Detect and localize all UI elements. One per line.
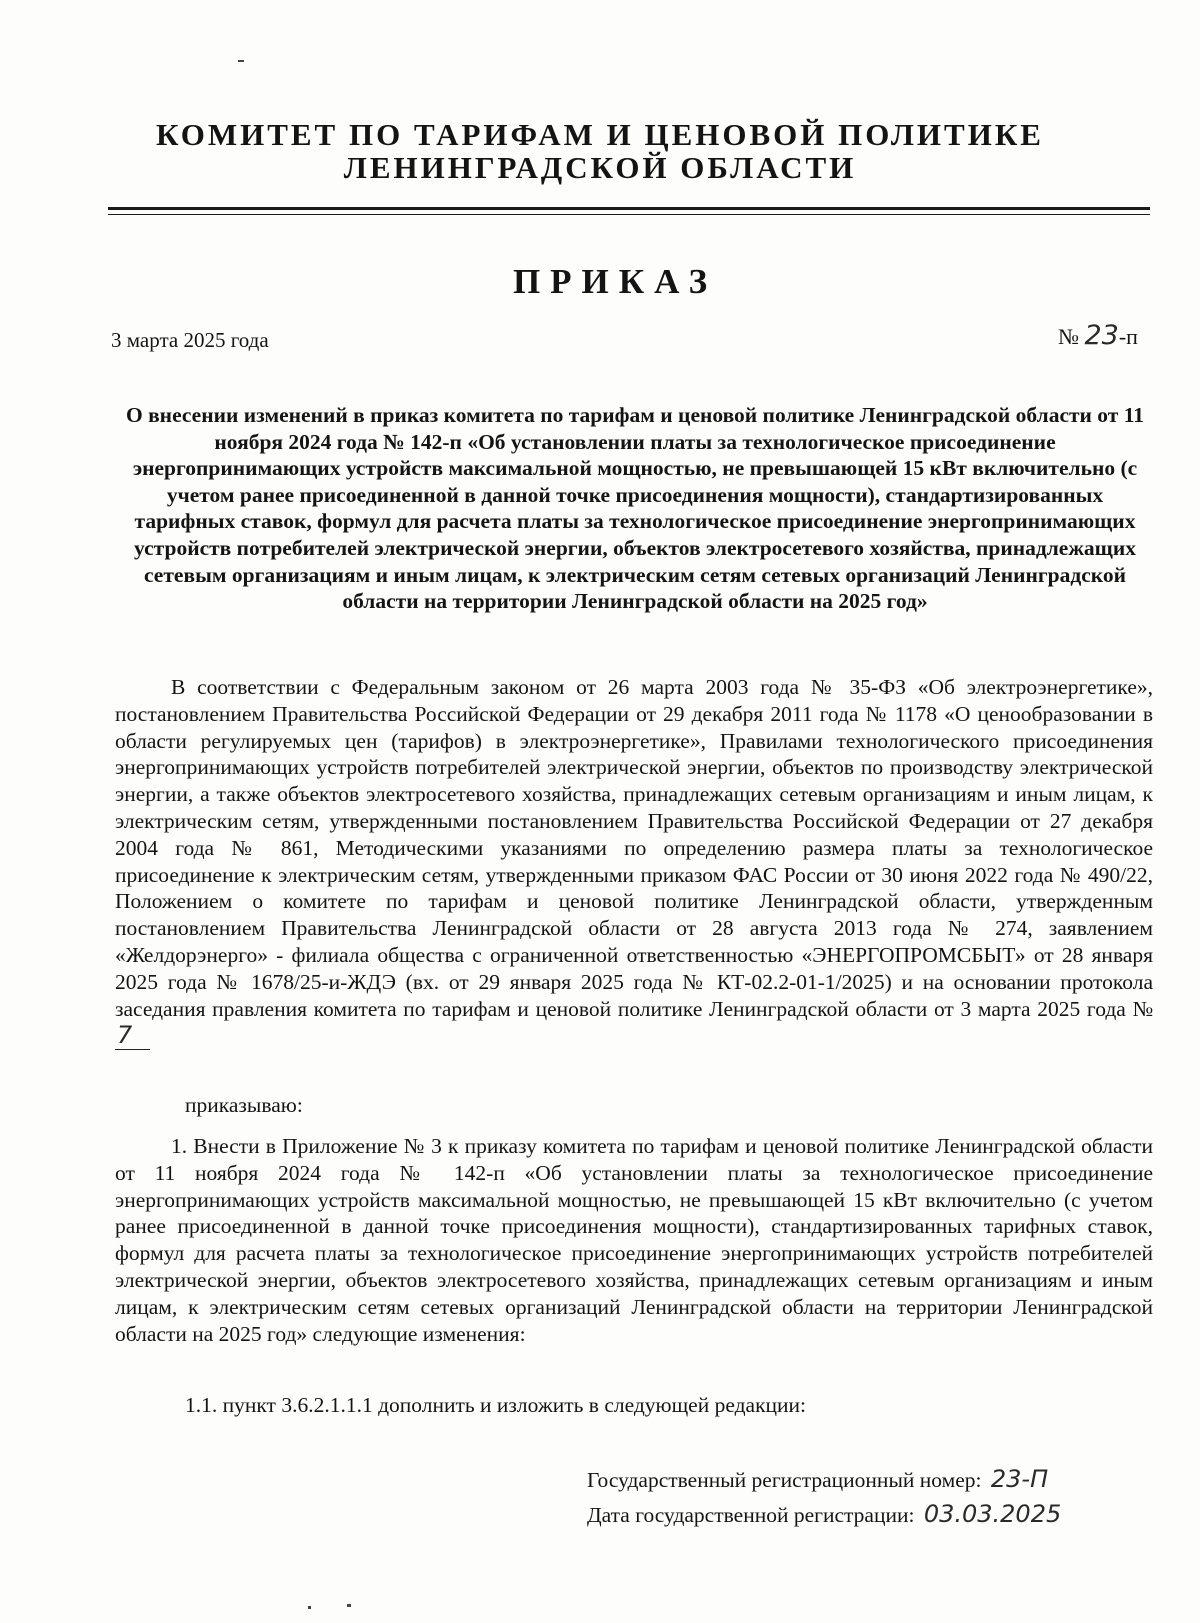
order-number-suffix: -п	[1118, 324, 1138, 349]
document-type: ПРИКАЗ	[512, 262, 718, 301]
committee-name-line2: ЛЕНИНГРАДСКОЙ ОБЛАСТИ	[343, 150, 857, 185]
header-rule-thin	[108, 214, 1150, 215]
scan-speck-bottom-2	[347, 1604, 351, 1607]
registration-number-value: 23-П	[990, 1465, 1049, 1493]
registration-number-line	[587, 1465, 1048, 1493]
registration-date-line	[587, 1500, 1061, 1528]
order-number-handwritten: 23	[1084, 320, 1119, 351]
registration-number-label: Государственный регистрационный номер:	[587, 1468, 982, 1492]
header-rule-thick	[108, 207, 1150, 210]
order-number	[1058, 320, 1138, 351]
committee-name-line1: КОМИТЕТ ПО ТАРИФАМ И ЦЕНОВОЙ ПОЛИТИКЕ	[156, 117, 1044, 152]
order-word: приказываю:	[185, 1093, 303, 1117]
order-title: О внесении изменений в приказ комитета по тарифам и ценовой политике Ленинградской области от 11 ноября 2024 года № 142-п «Об установлении платы за технологическое присоединение энергопринимающих устройств максимальной мощностью, не превышающей 15 кВт включительно (с учетом ранее присоединенной в данной точке присоединения мощности), стандартизированных тарифных ставок, формул для расчета платы за технологическое присоединение энергопринимающих устройств потребителей электрической энергии, объектов электросетевого хозяйства, принадлежащих сетевым организациям и иным лицам, к электрическим сетям сетевых организаций Ленинградской области на территории Ленинградской области на 2025 год»	[125, 403, 1145, 614]
item-1-paragraph: 1. Внести в Приложение № 3 к приказу комитета по тарифам и ценовой политике Ленинградской области от 11 ноября 2024 года № 142-п «Об установлении платы за технологическое присоединение энергопринимающих устройств максимальной мощностью, не превышающей 15 кВт включительно (с учетом ранее присоединенной в данной точке присоединения мощности), стандартизированных тарифных ставок, формул для расчета платы за технологическое присоединение энергопринимающих устройств потребителей электрической энергии, объектов электросетевого хозяйства, принадлежащих сетевым организациям и иным лицам, к электрическим сетям сетевых организаций Ленинградской области на территории Ленинградской области на 2025 год» следующие изменения:	[115, 1134, 1153, 1346]
preamble-text: В соответствии с Федеральным законом от 26 марта 2003 года № 35-ФЗ «Об электроэнергетике», постановлением Правительства Российской Федерации от 29 декабря 2011 года № 1178 «О ценообразовании в области регулируемых цен (тарифов) в электроэнергетике», Правилами технологического присоединения энергопринимающих устройств потребителей электрической энергии, объектов по производству электрической энергии, а также объектов электросетевого хозяйства, принадлежащих сетевым организациям и иным лицам, к электрическим сетям, утвержденными постановлением Правительства Российской Федерации от 27 декабря 2004 года № 861, Методическими указаниями по определению размера платы за технологическое присоединение к электрическим сетям, утвержденными приказом ФАС России от 30 июня 2022 года № 490/22, Положением о комитете по тарифам и ценовой политике Ленинградской области, утвержденным постановлением Правительства Ленинградской области от 28 августа 2013 года № 274, заявлением «Желдорэнерго» - филиала общества с ограниченной ответственностью «ЭНЕРГОПРОМСБЫТ» от 28 января 2025 года № 1678/25-и-ЖДЭ (вх. от 29 января 2025 года № КТ-02.2-01-1/2025) и на основании протокола заседания правления комитета по тарифам и ценовой политике Ленинградской области от 3 марта 2025 года №	[115, 675, 1153, 1021]
order-date: 3 марта 2025 года	[111, 328, 269, 352]
scan-speck-bottom-1	[308, 1606, 311, 1609]
scan-speck-top	[238, 60, 244, 62]
order-number-prefix: №	[1058, 324, 1079, 349]
registration-date-label: Дата государственной регистрации:	[587, 1503, 915, 1527]
protocol-number-handwritten: 7	[115, 1021, 150, 1050]
item-1-1-paragraph: 1.1. пункт 3.6.2.1.1.1 дополнить и изложить в следующей редакции:	[185, 1393, 807, 1417]
preamble-paragraph	[115, 674, 1153, 1050]
registration-date-value: 03.03.2025	[923, 1500, 1062, 1528]
